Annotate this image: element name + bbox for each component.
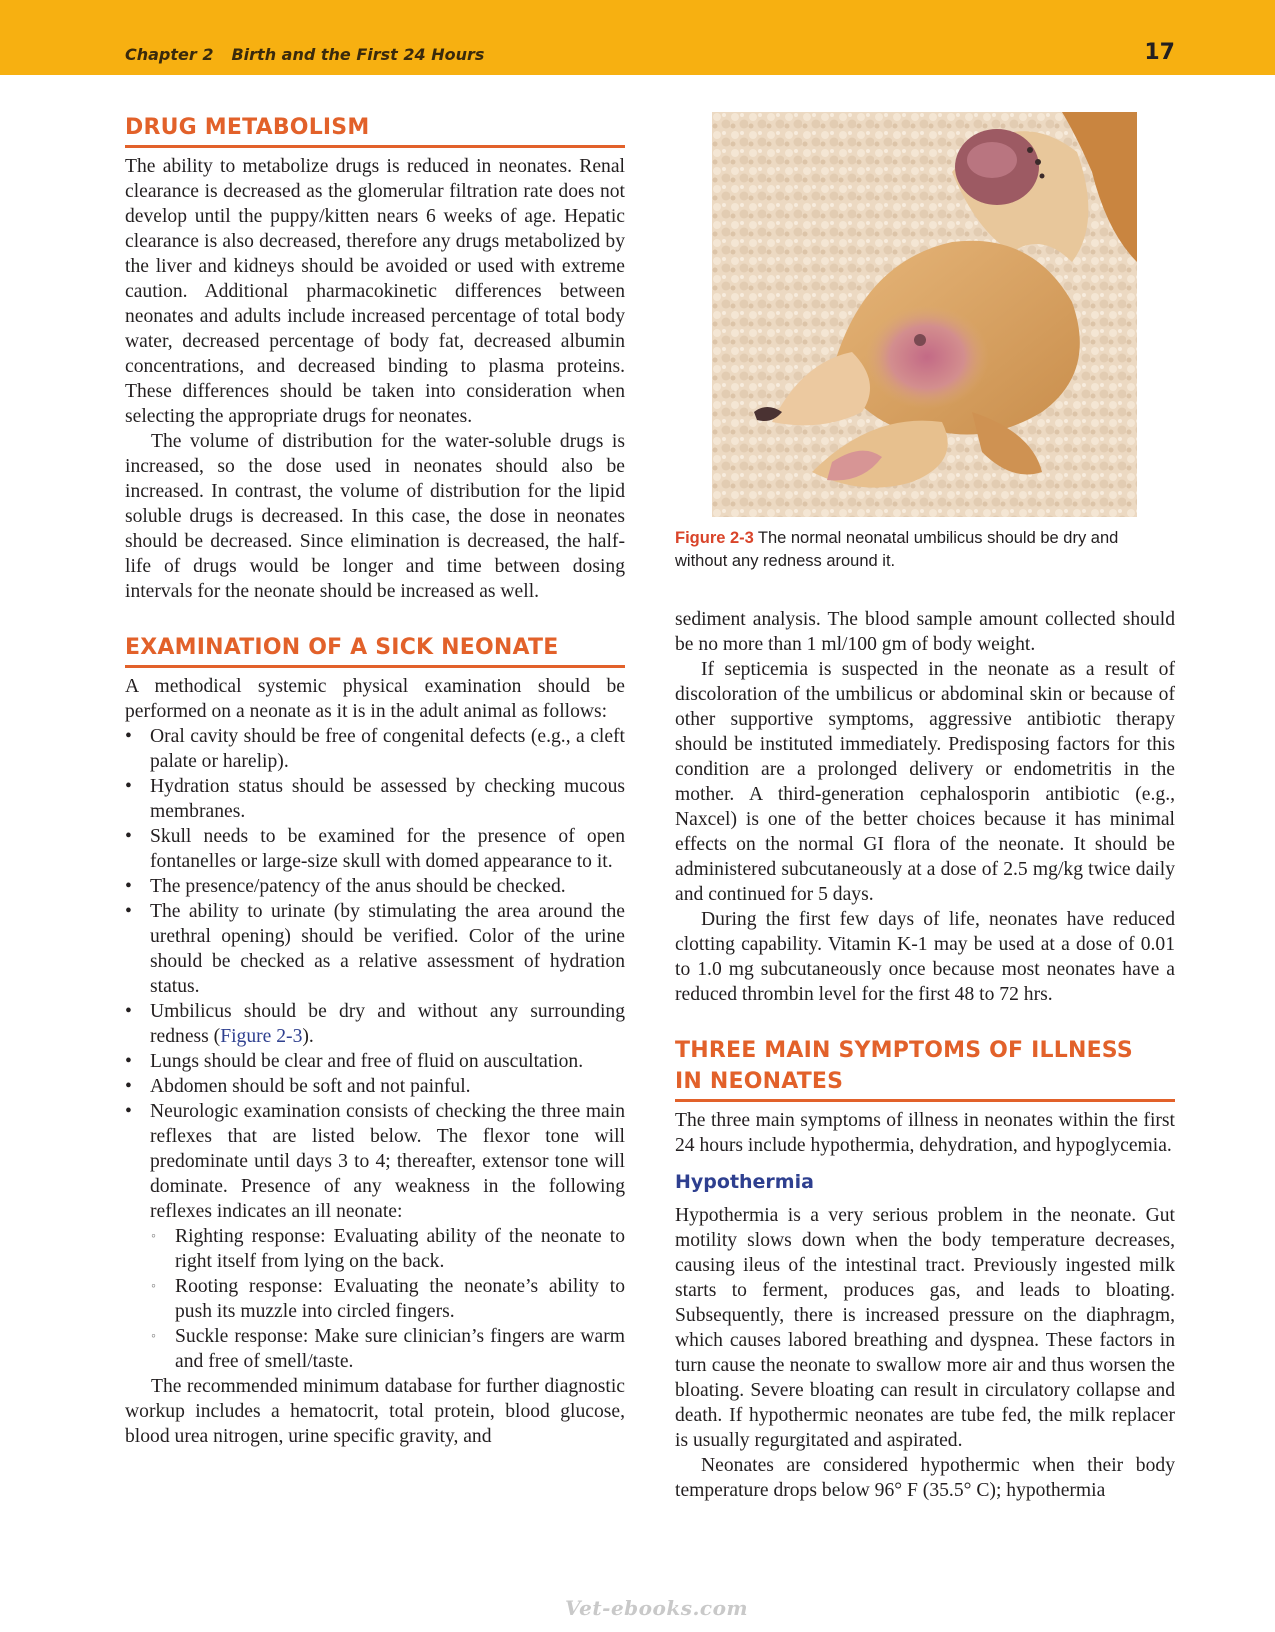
list-item: • Oral cavity should be free of congenital defects (e.g., a cleft palate or harelip). <box>125 724 625 774</box>
sediment-paragraph: sediment analysis. The blood sample amount collected should be no more than 1 ml/100 gm of body weight. <box>675 609 1175 655</box>
list-item-umbilicus: • Umbilicus should be dry and without any surrounding redness (Figure 2-3). <box>125 999 625 1049</box>
chapter-number: Chapter 2 <box>125 45 214 64</box>
reflex-list <box>150 1224 625 1374</box>
drug-metabolism-heading: DRUG METABOLISM <box>125 112 625 148</box>
figure-caption-text: The normal neonatal umbilicus should be dry and without any redness around it. <box>675 529 1119 570</box>
page-number: 17 <box>1144 40 1175 65</box>
list-item: • Skull needs to be examined for the presence of open fontanelles or large-size skull with domed appearance to it. <box>125 824 625 874</box>
left-column <box>125 112 625 1449</box>
watermark: Vet-ebooks.com <box>565 1596 749 1620</box>
puppy-umbilicus-photo <box>712 112 1137 517</box>
drug-paragraph-2: The volume of distribution for the water-soluble drugs is increased, so the dose used in neonates should also be increased. In contrast, the volume of distribution for the lipid soluble drugs is decreased. In this case, the dose in neonates should be decreased. Since elimination is decreased, the half-life of drugs would be longer and time between dosing intervals for the neonate should be increased as well. <box>125 431 625 602</box>
symptoms-paragraph: The three main symptoms of illness in neonates within the first 24 hours include hypothermia, dehydration, and hypoglycemia. <box>675 1110 1175 1156</box>
list-item: • Neurologic examination consists of checking the three main reflexes that are listed below. The flexor tone will predominate until days 3 to 4; thereafter, extensor tone will dominate. Presence of any weakness in the following reflexes indicates an ill neonate: ◦ Righting response: Evaluating ability of the neonate to right itself from lying on the back. ◦ Rooting response: Evaluating the neonate’s ability to push its muzzle into circled fingers. ◦ Suckle response: Make sure clinician’s fingers are warm and free of smell/taste. <box>125 1099 625 1374</box>
list-item: • Lungs should be clear and free of fluid on auscultation. <box>125 1049 625 1074</box>
figure-caption <box>675 527 1175 573</box>
database-paragraph: The recommended minimum database for further diagnostic workup includes a hematocrit, total protein, blood glucose, blood urea nitrogen, urine specific gravity, and <box>125 1376 625 1447</box>
sub-list-item: ◦ Righting response: Evaluating ability of the neonate to right itself from lying on the back. <box>150 1224 625 1274</box>
exam-heading: EXAMINATION OF A SICK NEONATE <box>125 632 625 668</box>
drug-paragraph-1: The ability to metabolize drugs is reduced in neonates. Renal clearance is decreased as the glomerular filtration rate does not develop until the puppy/kitten nears 6 weeks of age. Hepatic clearance is also decreased, therefore any drugs metabolized by the liver and kidneys should be avoided or used with extreme caution. Additional pharmacokinetic differences between neonates and adults include increased percentage of total body water, decreased percentage of body fat, decreased albumin concentrations, and decreased binding to plasma proteins. These differences should be taken into consideration when selecting the appropriate drugs for neonates. <box>125 156 625 427</box>
exam-list <box>125 724 625 1374</box>
list-item: • Abdomen should be soft and not painful. <box>125 1074 625 1099</box>
symptoms-heading: THREE MAIN SYMPTOMS OF ILLNESS IN NEONATES <box>675 1035 1175 1102</box>
chapter-title: Birth and the First 24 Hours <box>231 45 485 64</box>
exam-intro: A methodical systemic physical examination should be performed on a neonate as it is in the adult animal as follows: <box>125 676 625 722</box>
right-column <box>675 607 1175 1503</box>
list-item: • Hydration status should be assessed by checking mucous membranes. <box>125 774 625 824</box>
sub-list-item: ◦ Rooting response: Evaluating the neonate’s ability to push its muzzle into circled fingers. <box>150 1274 625 1324</box>
hypothermia-paragraph-1: Hypothermia is a very serious problem in the neonate. Gut motility slows down when the body temperature decreases, causing ileus of the intestinal tract. Previously ingested milk starts to ferment, produces gas, and leads to bloating. Subsequently, there is increased pressure on the diaphragm, which causes labored breathing and dyspnea. These factors in turn cause the neonate to swallow more air and thus worsen the bloating. Severe bloating can result in circulatory collapse and death. If hypothermic neonates are tube fed, the milk replacer is usually regurgitated and aspirated. <box>675 1205 1175 1451</box>
figure-link[interactable]: Figure 2-3 <box>220 1026 303 1047</box>
hypothermia-paragraph-2: Neonates are considered hypothermic when their body temperature drops below 96° F (35.5° C); hypothermia <box>675 1455 1175 1501</box>
chapter-label <box>125 45 484 64</box>
list-item: • The presence/patency of the anus should be checked. <box>125 874 625 899</box>
septicemia-paragraph: If septicemia is suspected in the neonate as a result of discoloration of the umbilicus or abdominal skin or because of other supportive symptoms, aggressive antibiotic therapy should be instituted immediately. Predisposing factors for this condition are a prolonged delivery or endometritis in the mother. A third-generation cephalosporin antibiotic (e.g., Naxcel) is one of the better choices because it has minimal effects on the normal GI flora of the neonate. It should be administered subcutaneously at a dose of 2.5 mg/kg twice daily and continued for 5 days. <box>675 659 1175 905</box>
sub-list-item: ◦ Suckle response: Make sure clinician’s fingers are warm and free of smell/taste. <box>150 1324 625 1374</box>
list-item: • The ability to urinate (by stimulating the area around the urethral opening) should be verified. Color of the urine should be checked as a relative assessment of hydration status. <box>125 899 625 999</box>
figure-photo <box>712 112 1137 517</box>
clotting-paragraph: During the first few days of life, neonates have reduced clotting capability. Vitamin K-1 may be used at a dose of 0.01 to 1.0 mg subcutaneously once because most neonates have a reduced thrombin level for the first 48 to 72 hrs. <box>675 909 1175 1005</box>
figure-label: Figure 2-3 <box>675 529 754 547</box>
hypothermia-heading: Hypothermia <box>675 1171 814 1193</box>
running-header <box>0 0 1275 75</box>
